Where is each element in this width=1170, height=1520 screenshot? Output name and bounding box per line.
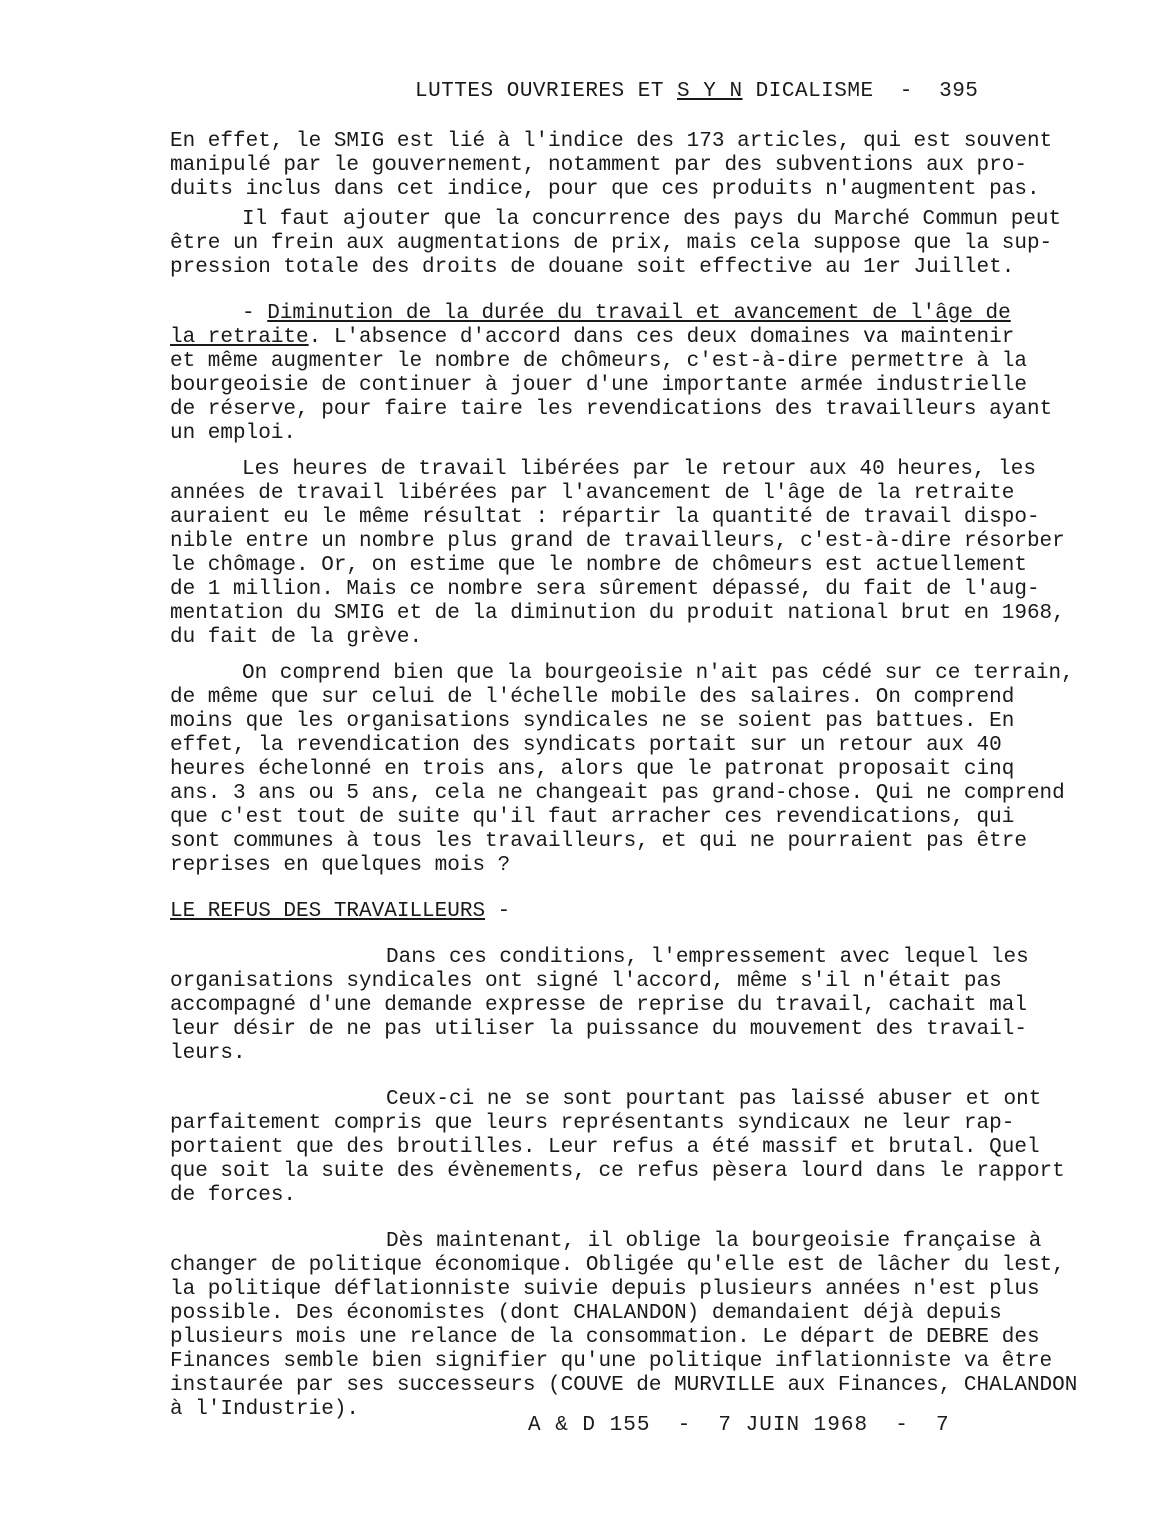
- paragraph-5: [170, 662, 1090, 878]
- paragraph-7: [170, 1088, 1090, 1208]
- text-line: [170, 302, 1090, 326]
- text-line: reprises en quelques mois ?: [170, 854, 511, 877]
- text-line: manipulé par le gouvernement, notamment par des subventions aux pro-: [170, 154, 1027, 177]
- text-line: années de travail libérées par l'avancement de l'âge de la retraite: [170, 482, 1015, 505]
- text-line: plusieurs mois une relance de la consommation. Le départ de DEBRE des: [170, 1326, 1040, 1349]
- text-line: accompagné d'une demande expresse de reprise du travail, cachait mal: [170, 994, 1027, 1017]
- text-line: pression totale des droits de douane soit effective au 1er Juillet.: [170, 256, 1015, 279]
- text-line: que c'est tout de suite qu'il faut arracher ces revendications, qui: [170, 806, 1015, 829]
- paragraph-title: Diminution de la durée du travail et avancement de l'âge de: [267, 302, 1011, 325]
- text-line: portaient que des broutilles. Leur refus a été massif et brutal. Quel: [170, 1136, 1040, 1159]
- text-line: possible. Des économistes (dont CHALANDON) demandaient déjà depuis: [170, 1302, 1002, 1325]
- header-text-underlined: S Y N: [677, 80, 743, 103]
- text-line: parfaitement compris que leurs représentants syndicaux ne leur rap-: [170, 1112, 1015, 1135]
- text-line: et même augmenter le nombre de chômeurs, c'est-à-dire permettre à la: [170, 350, 1027, 373]
- text-line: mentation du SMIG et de la diminution du produit national brut en 1968,: [170, 602, 1065, 625]
- header-text-b: DICALISME - 395: [742, 80, 979, 103]
- text-line: bourgeoisie de continuer à jouer d'une importante armée industrielle: [170, 374, 1027, 397]
- text-line: On comprend bien que la bourgeoisie n'ait pas cédé sur ce terrain,: [242, 662, 1074, 685]
- text-line: nible entre un nombre plus grand de travailleurs, c'est-à-dire résorber: [170, 530, 1065, 553]
- section-heading-text: LE REFUS DES TRAVAILLEURS: [170, 900, 486, 923]
- text-line: Il faut ajouter que la concurrence des pays du Marché Commun peut: [242, 208, 1062, 231]
- text-line: à l'Industrie).: [170, 1398, 360, 1421]
- text-line: effet, la revendication des syndicats portait sur un retour aux 40: [170, 734, 1002, 757]
- paragraph-1: [170, 130, 1090, 202]
- paragraph-8: [170, 1230, 1090, 1422]
- paragraph-title-cont: la retraite: [170, 326, 309, 349]
- page-footer: A & D 155 - 7 JUIN 1968 - 7: [528, 1414, 950, 1437]
- text-line: Ceux-ci ne se sont pourtant pas laissé abuser et ont: [386, 1088, 1042, 1111]
- text-line: duits inclus dans cet indice, pour que ces produits n'augmentent pas.: [170, 178, 1040, 201]
- text-line: leurs.: [170, 1042, 246, 1065]
- text-line: Dans ces conditions, l'empressement avec lequel les: [386, 946, 1029, 969]
- text-line: [170, 326, 1090, 350]
- text-line: heures échelonné en trois ans, alors que le patronat proposait cinq: [170, 758, 1015, 781]
- text-line: sont communes à tous les travailleurs, et qui ne pourraient pas être: [170, 830, 1027, 853]
- text-line: être un frein aux augmentations de prix, mais cela suppose que la sup-: [170, 232, 1053, 255]
- section-heading-dash: -: [485, 900, 511, 923]
- dash-lead: -: [242, 302, 268, 325]
- paragraph-6: [170, 946, 1090, 1066]
- text-line: Les heures de travail libérées par le retour aux 40 heures, les: [242, 458, 1036, 481]
- paragraph-3: [170, 302, 1090, 446]
- text-line: un emploi.: [170, 422, 297, 445]
- text-line: leur désir de ne pas utiliser la puissance du mouvement des travail-: [170, 1018, 1027, 1041]
- text-line: organisations syndicales ont signé l'accord, même s'il n'était pas: [170, 970, 1002, 993]
- text-line: de forces.: [170, 1184, 297, 1207]
- text-line: ans. 3 ans ou 5 ans, cela ne changeait pas grand-chose. Qui ne comprend: [170, 782, 1065, 805]
- paragraph-2: [170, 208, 1090, 280]
- paragraph-text: . L'absence d'accord dans ces deux domaines va maintenir: [308, 326, 1015, 349]
- text-line: En effet, le SMIG est lié à l'indice des 173 articles, qui est souvent: [170, 130, 1053, 153]
- running-header: [415, 80, 978, 103]
- text-line: de réserve, pour faire taire les revendications des travailleurs ayant: [170, 398, 1053, 421]
- text-line: moins que les organisations syndicales ne se soient pas battues. En: [170, 710, 1015, 733]
- document-body: [170, 130, 1090, 1422]
- text-line: de 1 million. Mais ce nombre sera sûrement dépassé, du fait de l'aug-: [170, 578, 1040, 601]
- text-line: du fait de la grève.: [170, 626, 423, 649]
- header-text-a: LUTTES OUVRIERES ET: [415, 80, 678, 103]
- text-line: auraient eu le même résultat : répartir la quantité de travail dispo-: [170, 506, 1040, 529]
- paragraph-4: [170, 458, 1090, 650]
- text-line: de même que sur celui de l'échelle mobile des salaires. On comprend: [170, 686, 1015, 709]
- text-line: la politique déflationniste suivie depuis plusieurs années n'est plus: [170, 1278, 1040, 1301]
- text-line: Dès maintenant, il oblige la bourgeoisie française à: [386, 1230, 1042, 1253]
- text-line: Finances semble bien signifier qu'une politique inflationniste va être: [170, 1350, 1053, 1373]
- text-line: instaurée par ses successeurs (COUVE de MURVILLE aux Finances, CHALANDON: [170, 1374, 1078, 1397]
- text-line: que soit la suite des évènements, ce refus pèsera lourd dans le rapport: [170, 1160, 1065, 1183]
- text-line: le chômage. Or, on estime que le nombre de chômeurs est actuellement: [170, 554, 1027, 577]
- section-heading: [170, 900, 1090, 924]
- text-line: changer de politique économique. Obligée qu'elle est de lâcher du lest,: [170, 1254, 1065, 1277]
